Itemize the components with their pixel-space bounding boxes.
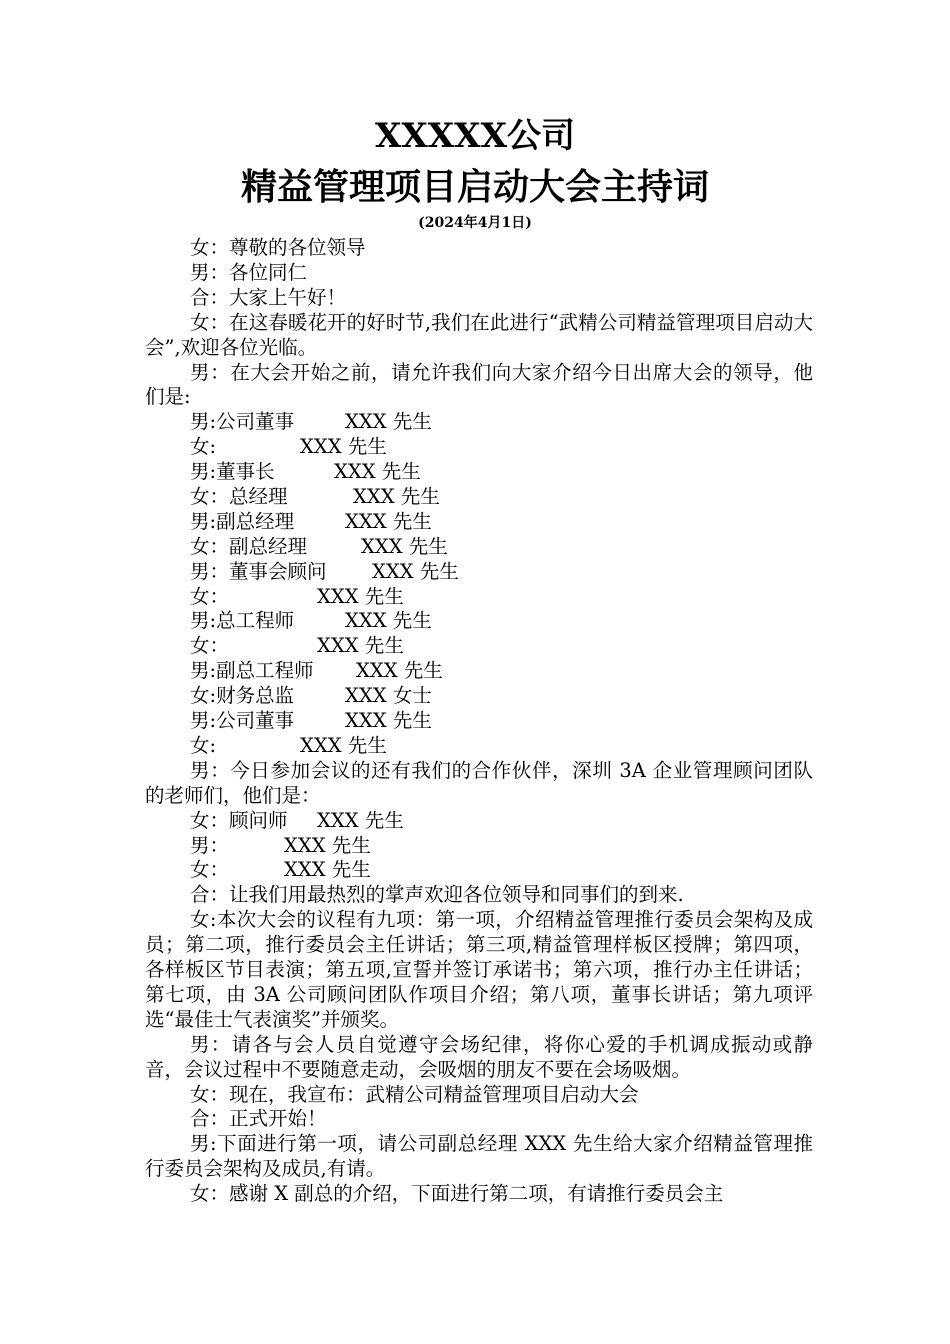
leader-row [145, 460, 813, 485]
consultant-row [145, 834, 813, 859]
leader-name: XXX 先生 [345, 410, 432, 434]
leader-speaker: 男:董事长 [190, 460, 275, 484]
leader-speaker: 女： [190, 584, 230, 608]
leader-row [145, 659, 813, 684]
leader-speaker: 女: [190, 733, 217, 757]
leader-row [145, 585, 813, 610]
script-paragraph: 女:本次大会的议程有九项：第一项，介绍精益管理推行委员会架构及成员；第二项，推行委员会主任讲话；第三项,精益管理样板区授牌；第四项，各样板区节目表演；第五项,宣誓并签订承诺书；第六项，推行办主任讲话；第七项，由 3A 公司顾问团队作项目介绍；第八项，董事长讲话；第九项评选“最佳士气表演奖”并颁奖。 [145, 908, 813, 1031]
leader-name: XXX 先生 [317, 584, 404, 608]
script-paragraph: 男：今日参加会议的还有我们的合作伙伴，深圳 3A 企业管理顾问团队的老师们，他们是： [145, 758, 813, 807]
leader-name: XXX 先生 [317, 634, 404, 658]
company-title: XXXXX公司 [375, 116, 575, 156]
leader-name: XXX 先生 [300, 435, 387, 459]
leader-row [145, 510, 813, 535]
consultant-row [145, 858, 813, 883]
leader-name: XXX 先生 [334, 460, 421, 484]
leader-name: XXX 先生 [353, 485, 440, 509]
leader-name: XXX 女士 [345, 684, 432, 708]
leader-name: XXX 先生 [300, 733, 387, 757]
leader-speaker: 男:公司董事 [190, 709, 295, 733]
script-paragraph: 男：请各与会人员自觉遵守会场纪律，将你心爱的手机调成振动或静音，会议过程中不要随意走动，会吸烟的朋友不要在会场吸烟。 [145, 1032, 813, 1081]
leader-speaker: 男：董事会顾问 [190, 559, 327, 583]
leader-row [145, 684, 813, 709]
script-paragraph: 女：在这春暖花开的好时节,我们在此进行“武精公司精益管理项目启动大会”,欢迎各位光临。 [145, 310, 813, 359]
script-paragraph: 合：让我们用最热烈的掌声欢迎各位领导和同事们的到来. [190, 883, 684, 907]
consultant-name: XXX 先生 [284, 833, 371, 857]
script-paragraph: 合：大家上午好！ [190, 285, 347, 309]
leader-speaker: 男:副总工程师 [190, 659, 314, 683]
leader-name: XXX 先生 [372, 559, 459, 583]
leader-row [145, 435, 813, 460]
script-paragraph: 男:下面进行第一项，请公司副总经理 XXX 先生给大家介绍精益管理推行委员会架构及成员,有请。 [145, 1132, 813, 1181]
leader-speaker: 男:副总经理 [190, 509, 295, 533]
script-paragraph: 女：感谢 X 副总的介绍，下面进行第二项，有请推行委员会主 [190, 1182, 724, 1206]
leader-row [145, 634, 813, 659]
leader-speaker: 女：总经理 [190, 485, 288, 509]
leader-row [145, 485, 813, 510]
script-paragraph: 女：尊敬的各位领导 [190, 236, 366, 259]
leader-speaker: 女： [190, 634, 230, 658]
consultant-speaker: 女：顾问师 [190, 808, 288, 832]
document-title: 精益管理项目启动大会主持词 [240, 166, 709, 208]
leader-row [145, 535, 813, 560]
leader-speaker: 女: [190, 435, 217, 459]
leader-row [145, 709, 813, 734]
leader-name: XXX 先生 [345, 609, 432, 633]
consultant-name: XXX 先生 [317, 808, 404, 832]
leader-name: XXX 先生 [356, 659, 443, 683]
script-paragraph: 合：正式开始！ [190, 1107, 327, 1131]
leader-speaker: 女:财务总监 [190, 684, 295, 708]
leader-speaker: 男:公司董事 [190, 410, 295, 434]
document-date: (2024年4月1日) [418, 215, 532, 231]
leader-name: XXX 先生 [345, 709, 432, 733]
leader-speaker: 女：副总经理 [190, 534, 308, 558]
consultant-row [145, 809, 813, 834]
leader-row [145, 734, 813, 759]
consultant-name: XXX 先生 [284, 858, 371, 882]
leader-row [145, 560, 813, 585]
script-paragraph: 男：在大会开始之前，请允许我们向大家介绍今日出席大会的领导，他们是: [145, 360, 813, 409]
script-paragraph: 男：各位同仁 [190, 260, 308, 284]
leader-speaker: 男:总工程师 [190, 609, 295, 633]
leader-row [145, 609, 813, 634]
consultant-speaker: 女： [190, 858, 230, 882]
leader-name: XXX 先生 [345, 509, 432, 533]
script-body [145, 236, 813, 1207]
script-paragraph: 女：现在，我宣布：武精公司精益管理项目启动大会 [190, 1082, 639, 1106]
consultant-speaker: 男： [190, 833, 230, 857]
leader-row [145, 410, 813, 435]
leader-name: XXX 先生 [361, 534, 448, 558]
